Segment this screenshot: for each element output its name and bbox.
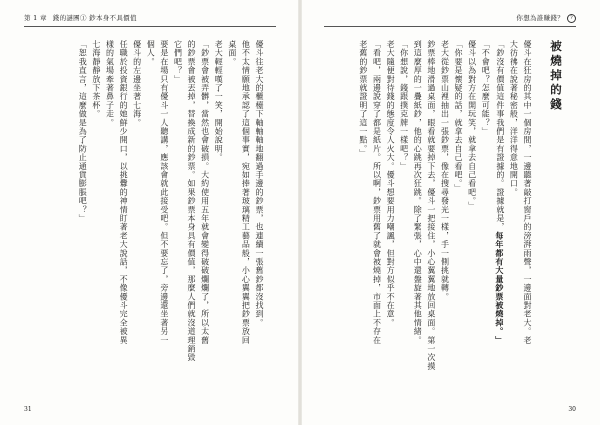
paragraph: 七海靜靜放下茶杯。	[91, 40, 101, 119]
right-page	[300, 0, 600, 425]
right-running-header	[516, 13, 576, 23]
paragraph: 桌面。	[227, 40, 237, 67]
left-header-rule	[24, 26, 276, 27]
paragraph	[492, 40, 507, 385]
right-header-rule	[324, 26, 576, 27]
paragraph: 老舊的鈔票就證明了這一點。」	[358, 40, 368, 158]
paragraph: 「你想說，錢跟撲克牌一樣吧？」	[399, 40, 409, 171]
paragraph: 優斗往老大的櫃檯下軸軸軸地翻過手邊的鈔票，也連續一張舊鈔都沒找到。	[255, 40, 264, 328]
paragraph: 優斗的左邊坐著七海。	[132, 40, 142, 127]
right-body-text	[356, 40, 564, 385]
chapter-label: 第 1 章	[24, 14, 47, 22]
paragraph: 「鈔票會被弄髒，當然也會破損。大約使用五年就會變得破破爛爛了，所以太舊	[200, 40, 210, 345]
paragraph: 到這麼厚的一疊紙鈔，他的心跳再次狂跳。除了緊張，心中還盤旋著其他情緒。	[413, 40, 423, 345]
paragraph: 老大從鈔票山裡抽出一張鈔票，像在搜尋發光一樣，手一側挑就轉。	[440, 40, 450, 301]
paragraph: 任職於投資銀行的她鮮少開口，以挑釁的神情盯著老大說話，不像優斗完全被異	[119, 40, 129, 345]
chapter-title: 錢的謎團① 鈔本身不具價值	[52, 14, 137, 22]
paragraph: 優斗以為對方在開玩笑，就拿去自己看吧。」	[467, 40, 477, 210]
paragraph: 大彷彿在說著秘密般，洋洋得意地開口。	[509, 40, 519, 197]
paragraph: 老大隨便對待錢的態度令人火大。優斗想要用力嘲諷，但對方似乎不在意。	[386, 40, 396, 328]
paragraph: 它們吧？」	[173, 40, 183, 84]
left-page-number: 31	[24, 406, 32, 413]
paragraph: 「不會吧？怎麼可能？」	[481, 40, 491, 136]
paragraph: 優斗在狂房的其中一個房間，一邊聽著敲打窗戶的滂湃雨聲，一邊面對老大。老	[523, 40, 532, 345]
paragraph: 要是在場只有優斗一人聽講，應該會就此接受吧。但不要忘了，旁邊還坐著另一	[159, 40, 169, 345]
paragraph: 的鈔票會被丟掉，替換成新的鈔票。如果鈔票本身具有價值，那麼人們就沒道理銷毀	[187, 40, 197, 362]
question-icon: ?	[567, 14, 576, 23]
section-title: 被燒掉的錢	[549, 40, 563, 113]
paragraph: 樣的氣場牽著鼻子走。	[105, 40, 115, 127]
left-running-header	[24, 13, 137, 22]
left-body-text	[76, 40, 266, 385]
right-page-number: 30	[568, 406, 576, 413]
book-title: 你想為誰賺錢？	[516, 14, 564, 22]
paragraph: 「看吧，兩邊說穿了都是紙片。所以啊，鈔票用舊了就會被燒掉，市面上不存在	[372, 40, 382, 345]
paragraph: 他不太情願地承認了這個事實，宛如捧著玻璃精工藝品般，小心翼翼把鈔票放回	[241, 40, 251, 345]
paragraph: 老大輕輕嘆了一笑，開始說明。	[214, 40, 224, 162]
paragraph: 個人。	[146, 40, 156, 67]
paragraph-lead: 「鈔沒有價值這件事我們是有證據的。證據就是，	[495, 40, 505, 232]
paragraph: 鈔票棒地滑過桌面，眼看就要掉下去，優斗一把接住，小心翼翼地放回桌面。第一次摸	[426, 40, 436, 371]
paragraph: 「你要是懷疑的話，就拿去自己看吧。」	[454, 40, 464, 193]
emphasis-text: 每年都有大量鈔票被燒掉。」	[494, 231, 505, 345]
paragraph: 「恕我直言，這麼做是為了防止通貨膨脹吧？」	[78, 40, 88, 223]
